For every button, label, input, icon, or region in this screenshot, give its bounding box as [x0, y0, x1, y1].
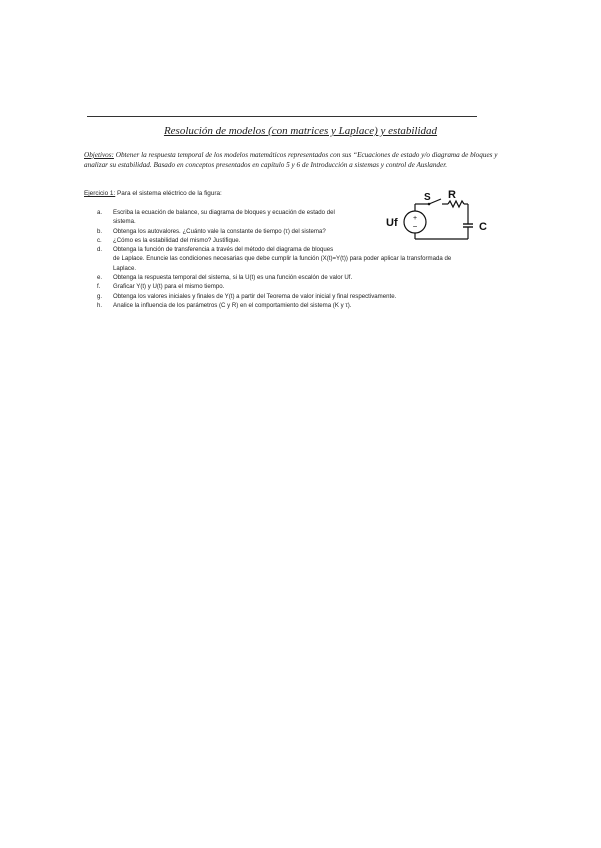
- item-letter: g.: [97, 292, 103, 300]
- item-text-line: Graficar Y(t) y U(t) para el mismo tiempo.: [113, 283, 225, 291]
- item-text-line: de Laplace. Enuncie las condiciones necesarias que debe cumplir la función (X(t)=Y(t)) para poder aplicar la transformada de: [113, 255, 452, 263]
- item-text: [113, 282, 524, 291]
- exercise-item: [84, 292, 524, 301]
- rc-circuit-diagram: [384, 186, 496, 248]
- item-letter: b.: [97, 227, 103, 235]
- item-text-line: Obtenga la respuesta temporal del sistema, si la U(t) es una función escalón de valor Uf.: [113, 274, 353, 282]
- source-plus: +: [412, 215, 418, 222]
- resistor-label: R: [448, 189, 456, 201]
- exercise-heading: [84, 190, 384, 197]
- source-minus: −: [412, 222, 418, 231]
- resistor: [448, 201, 464, 207]
- item-text-line: Escriba la ecuación de balance, su diagrama de bloques y ecuación de estado del: [113, 209, 335, 216]
- item-letter: f.: [97, 283, 101, 291]
- item-text-line: Obtenga los autovalores. ¿Cuánto vale la constante de tiempo (τ) del sistema?: [113, 227, 326, 235]
- top-rule: [87, 116, 477, 117]
- exercise-label: Ejercicio 1:: [84, 190, 116, 197]
- item-text: [113, 273, 524, 282]
- exercise-item: [84, 273, 524, 282]
- item-letter: c.: [97, 236, 102, 244]
- item-text-line: Obtenga la función de transferencia a través del método del diagrama de bloques: [113, 246, 334, 254]
- item-text: [113, 245, 524, 273]
- switch-label: S: [424, 192, 431, 203]
- objectives-text: Obtener la respuesta temporal de los modelos matemáticos representados con sus “Ecuaciones de estado y/o diagrama de bloques y analizar su estabilidad. Basado en conceptos presentados en capítulo 5 y 6 de Introducción a sistemas y control de Auslander.: [84, 151, 498, 169]
- item-letter: a.: [97, 209, 103, 216]
- item-text: [113, 301, 524, 310]
- item-letter: d.: [97, 246, 103, 254]
- switch: [429, 199, 441, 204]
- exercise-text: Para el sistema eléctrico de la figura:: [115, 190, 222, 197]
- item-text-line: Analice la influencia de los parámetros (C y R) en el comportamiento del sistema (K y τ).: [113, 301, 352, 309]
- objectives-paragraph: [84, 151, 516, 170]
- item-text-line: sistema.: [113, 218, 136, 226]
- item-text-line: Laplace.: [113, 264, 137, 272]
- item-text: [113, 292, 524, 301]
- exercise-item: [84, 301, 524, 310]
- item-letter: e.: [97, 274, 103, 282]
- exercise-item: [84, 245, 524, 273]
- exercise-item: [84, 282, 524, 291]
- item-text-line: Obtenga los valores iniciales y finales de Y(t) a partir del Teorema de valor inicial y final respectivamente.: [113, 292, 397, 300]
- page-title: Resolución de modelos (con matrices y Laplace) y estabilidad: [163, 125, 438, 137]
- item-text-line: ¿Cómo es la estabilidad del mismo? Justifique.: [113, 236, 241, 244]
- source-label: Uf: [386, 217, 398, 229]
- item-letter: h.: [97, 301, 103, 309]
- objectives-label: Objetivos:: [84, 151, 114, 159]
- capacitor-label: C: [479, 221, 487, 233]
- switch-pivot: [428, 203, 431, 206]
